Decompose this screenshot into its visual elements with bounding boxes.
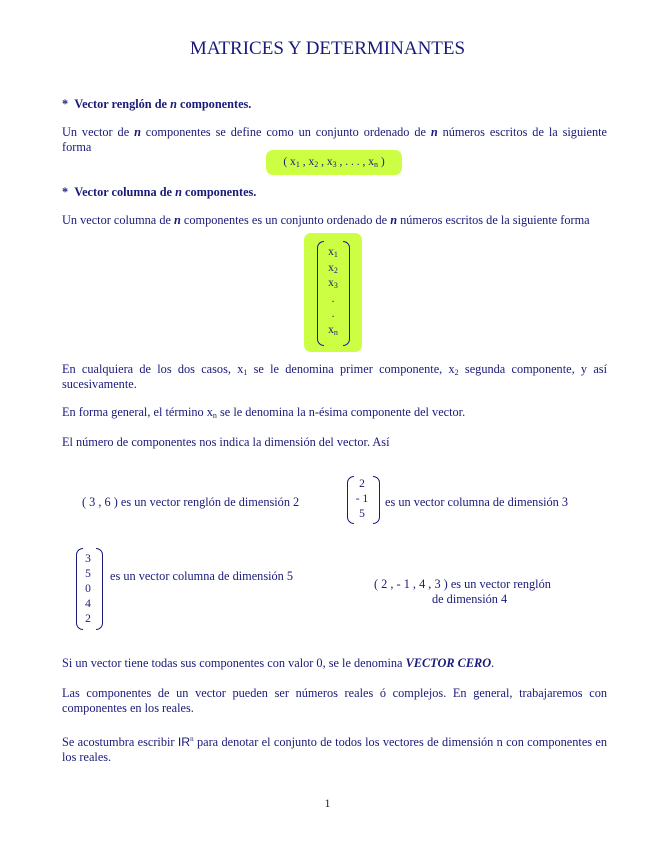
entry: 3 [85,553,91,565]
formula-part: , x [299,156,315,168]
subscript: 2 [314,160,319,169]
text: para denotar el conjunto de todos los vectores de dimensión n con componentes en los reales. [62,735,607,765]
text: números escritos de la siguiente forma [397,213,590,227]
example-label-dim-5: es un vector columna de dimensión 5 [110,569,294,583]
entry: 2 [85,613,91,625]
heading-var: n [170,97,177,111]
text: se le denomina primer componente, x [247,362,455,376]
subscript: 3 [332,160,337,169]
text: componentes se define como un conjunto ordenado de [140,125,431,139]
var-n: n [174,213,181,227]
example-column-vector-dim-3 [347,476,387,524]
subscript: n [212,411,217,420]
column-entries [81,552,95,627]
text: se le denomina la n-ésima componente del vector. [216,405,466,419]
entry: . [331,292,335,305]
paragraph-zero-vector [62,656,607,671]
column-entries [324,245,342,338]
heading-text: Vector renglón de [74,97,171,111]
subscript: 1 [295,160,300,169]
formula-part: , x [318,156,333,168]
text: En cualquiera de los dos casos, x [62,362,244,376]
var-n: n [134,125,141,139]
entry: . [331,308,335,320]
heading-var: n [175,185,182,199]
example-column-vector-dim-5 [76,548,116,630]
right-bracket [96,548,103,630]
entry: - 1 [355,493,369,505]
formula-part: ) [377,156,385,168]
column-entries [351,477,373,522]
entry: 5 [85,568,91,580]
example-row-vector-dim-4-line1: ( 2 , - 1 , 4 , 3 ) es un vector renglón [374,577,551,591]
section-heading-row-vector [62,97,251,112]
entry: 0 [85,583,91,595]
paragraph-dimension: El número de componentes nos indica la dimensión del vector. Así [62,435,390,449]
text: Un vector de [62,125,135,139]
example-row-vector-dim-4-line2: de dimensión 4 [432,592,508,606]
text: componentes es un conjunto ordenado de [180,213,391,227]
subscript: 2 [454,368,459,377]
column-vector-formula [304,233,362,352]
heading-text-end: componentes. [181,185,257,199]
text: Se acostumbra escribir [62,735,178,750]
bullet: * [62,185,69,199]
subscript: n [373,160,378,169]
text: Un vector columna de [62,213,174,227]
formula-part: , . . . , x [336,156,374,168]
text: Si un vector tiene todas sus componentes con valor 0, se le denomina [62,656,406,670]
text: números escritos de la siguiente forma [62,125,607,154]
paragraph-irn [62,732,607,765]
heading-text: Vector columna de [74,185,176,199]
paragraph-real-complex: Las componentes de un vector pueden ser números reales ó complejos. En general, trabajaremos con componentes en los reales. [62,686,607,715]
page-number: 1 [324,796,331,810]
var-n: n [390,213,398,227]
entry: $x_n$ [328,323,338,337]
paragraph-components [62,362,607,392]
formula-part: ( x [283,156,296,168]
right-bracket [373,476,380,524]
entry: 4 [85,598,91,610]
right-bracket [343,241,350,346]
text: segunda componente, y así sucesivamente. [62,362,607,391]
row-vector-formula [266,150,402,175]
column-vector-definition [62,213,622,228]
section-heading-column-vector [62,185,256,200]
text: En forma general, el término x [62,405,213,419]
text: . [491,656,495,670]
example-label-dim-3: es un vector columna de dimensión 3 [385,495,569,509]
paragraph-nth-component [62,405,607,420]
superscript: n [190,735,194,743]
entry: $x_1$ [328,246,338,259]
entry: $x_3$ [328,277,338,290]
entry: 2 [359,478,365,490]
entry: 5 [359,508,365,520]
term-vector-cero: VECTOR CERO [405,656,492,670]
bullet: * [62,97,69,111]
page-title: MATRICES Y DETERMINANTES [189,38,466,59]
entry: $x_2$ [328,261,338,275]
var-n: n [430,125,438,139]
example-row-vector-dim-2: ( 3 , 6 ) es un vector renglón de dimensión 2 [82,495,300,509]
irn-symbol: IR [177,735,191,750]
heading-text-end: componentes. [176,97,252,111]
left-bracket [317,241,324,346]
subscript: 1 [243,368,248,377]
